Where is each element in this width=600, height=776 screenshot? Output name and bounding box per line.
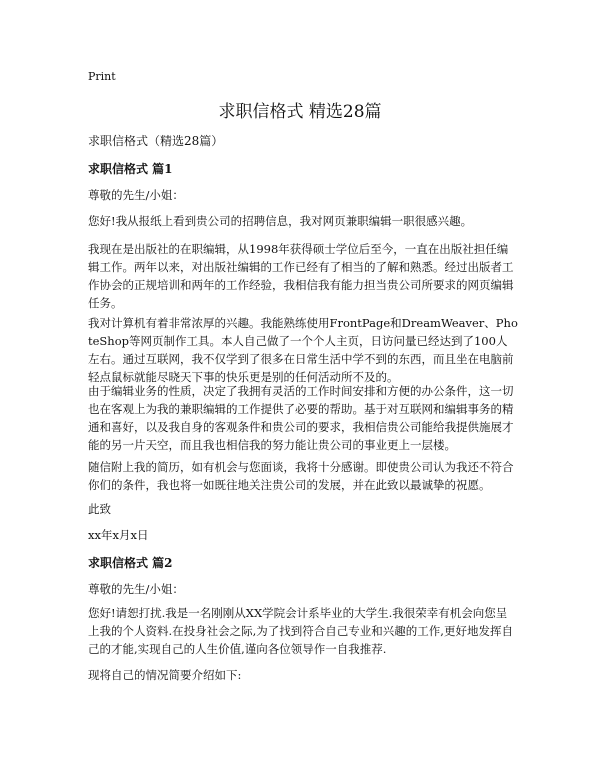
section-1-paragraph-3: 我对计算机有着非常浓厚的兴趣。我能熟练使用FrontPage和DreamWeaver、PhoteShop等网页制作工具。本人自己做了一个个人主页，日访问量已经达到了100人左右。通过互联网，我不仅学到了很多在日常生活中学不到的东西，而且坐在电脑前轻点鼠标就能尽晓天下事的快乐更是别的任何活动所不及的。 xyxy=(88,316,518,384)
section-1-paragraph-4: 由于编辑业务的性质，决定了我拥有灵活的工作时间安排和方便的办公条件，这一切也在客观上为我的兼职编辑的工作提供了必要的帮助。基于对互联网和编辑事务的精通和喜好，以及我自身的客观条件和贵公司的要求，我相信贵公司能给我提供施展才能的另一片天空，而且我也相信我的努力能让贵公司的事业更上一层楼。 xyxy=(88,384,514,452)
section-2-paragraph-1: 您好!请恕打扰.我是一名刚刚从XX学院会计系毕业的大学生.我很荣幸有机会向您呈上我的个人资料.在投身社会之际,为了找到符合自己专业和兴趣的工作,更好地发挥自己的才能,实现自己的人生价值,谨向各位领导作一自我推荐. xyxy=(88,606,513,656)
section-1-paragraph-2: 我现在是出版社的在职编辑，从1998年获得硕士学位后至今，一直在出版社担任编辑工作。两年以来，对出版社编辑的工作已经有了相当的了解和熟悉。经过出版者工作协会的正规培训和两年的工作经验，我相信我有能力担当贵公司所要求的网页编辑任务。 xyxy=(88,242,514,310)
section-1-closing: 此致 xyxy=(88,502,111,516)
document-title: 求职信格式 精选28篇 xyxy=(218,102,382,122)
section-2-paragraph-2: 现将自己的情况简要介绍如下: xyxy=(88,668,242,682)
document-subtitle: 求职信格式（精选28篇） xyxy=(88,134,224,148)
section-1-paragraph-5: 随信附上我的简历，如有机会与您面谈，我将十分感谢。即使贵公司认为我还不符合你们的条件，我也将一如既往地关注贵公司的发展，并在此致以最诚挚的祝愿。 xyxy=(88,460,514,492)
section-2-heading: 求职信格式 篇2 xyxy=(88,556,173,570)
print-label: Print xyxy=(88,70,116,83)
section-1-paragraph-1: 您好!我从报纸上看到贵公司的招聘信息，我对网页兼职编辑一职很感兴趣。 xyxy=(88,214,473,228)
section-2-greeting: 尊敬的先生/小姐： xyxy=(88,582,184,596)
section-1-date: xx年x月x日 xyxy=(88,528,149,542)
section-1-heading: 求职信格式 篇1 xyxy=(88,162,173,176)
section-1-greeting: 尊敬的先生/小姐： xyxy=(88,188,184,202)
